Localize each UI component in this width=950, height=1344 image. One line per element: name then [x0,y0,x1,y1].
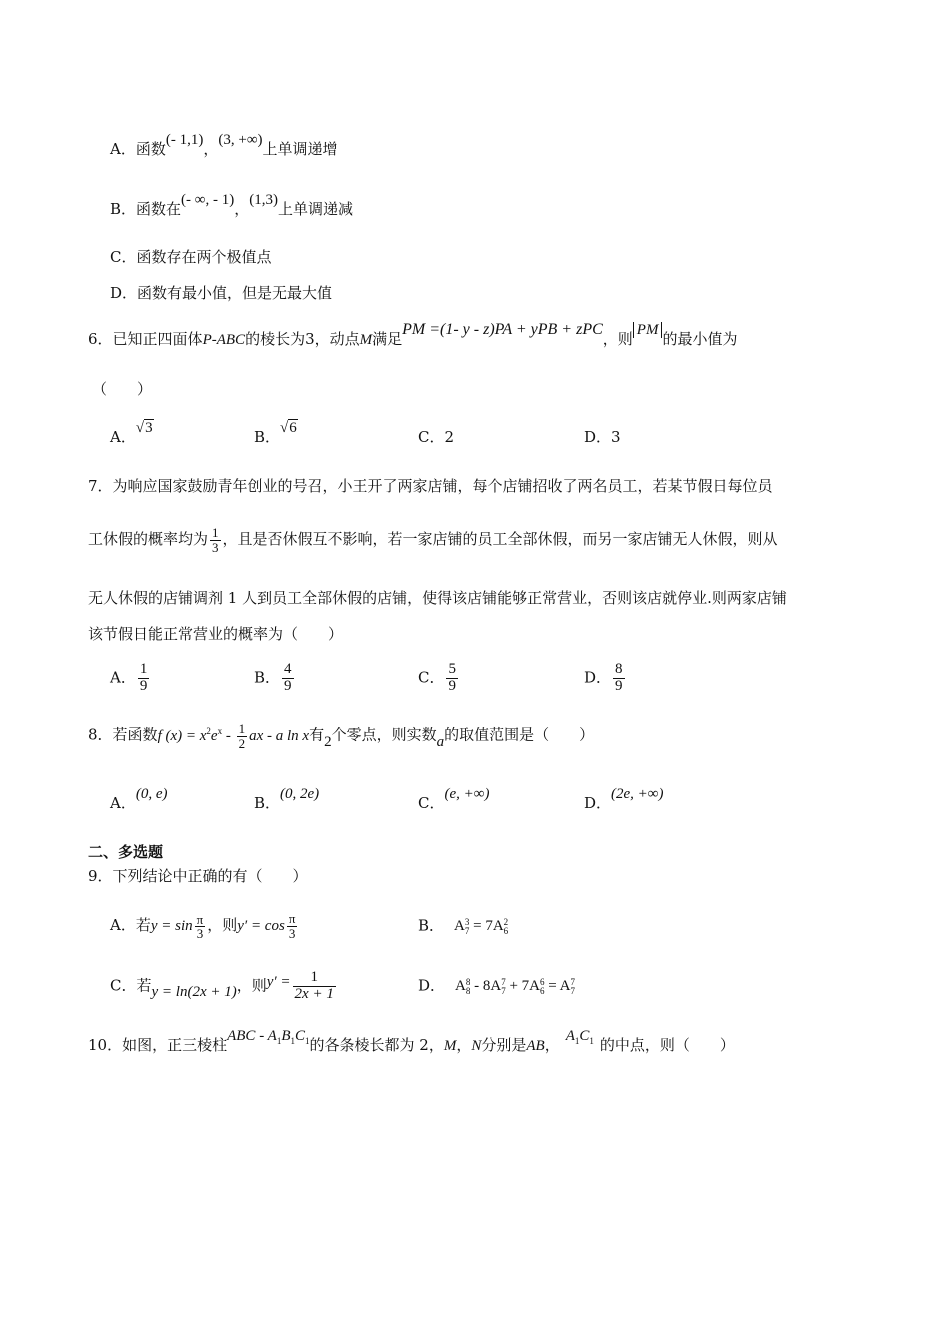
segment-part: C [579,1028,590,1044]
q9-option-d [418,978,575,996]
fraction-denominator: 9 [448,677,456,694]
option-fraction [282,662,294,695]
option-label: D． [418,976,446,995]
fraction-numerator: 1 [310,969,318,985]
option-label: C． [110,976,137,995]
exponent: 2 [206,725,211,736]
perm-rest: - 8A [470,978,502,995]
prism-part: B [281,1028,291,1044]
option-text: 若 [136,976,152,995]
option-text-post: 上单调递减 [278,200,354,218]
subscript: 1 [305,1036,310,1046]
q10-stem [88,1028,735,1056]
perm-sup: 3 [464,917,470,927]
sqrt-expression: √6 [280,420,297,436]
segment-part: A [565,1028,575,1044]
stem-text: 满足 [372,330,403,348]
vector-formula: PM =(1- y - z)PA + yPB + zPC [402,321,603,338]
q9-option-c [110,970,338,1003]
option-text: 函数有最小值，但是无最大值 [137,284,333,302]
expression: y′ = cos [237,918,285,935]
question-number: 9． [88,867,113,885]
fraction-numerator: 1 [139,661,148,677]
option-label: C． [418,794,445,812]
option-fraction [613,662,625,695]
expression: y′ = [266,974,291,991]
stem-text: 的中点，则（ ） [599,1036,735,1054]
perm-symbol: A [454,918,465,935]
pi-fraction [287,912,298,940]
fraction-denominator: 3 [195,926,206,941]
q8-stem [88,722,594,750]
q6-option-d [584,430,621,445]
prism-part: C [295,1028,306,1044]
perm-sub: 8 [465,986,471,996]
perm-sup: 7 [501,977,506,987]
solid-name: P-ABC [202,332,246,348]
option-value: (e, +∞) [444,786,490,802]
fraction-numerator: 4 [284,661,292,677]
separator: ， [544,1036,560,1054]
zero-count: 2 [324,733,332,750]
derivative-fraction [293,970,336,1003]
q6-stem [88,321,738,348]
fraction-numerator: 5 [448,661,456,677]
q5-option-d [110,286,332,301]
perm-rest: + 7A [505,978,540,995]
q7-option-d [584,662,627,695]
fraction-numerator: π [288,911,296,926]
derivative-expression [150,911,207,942]
q8-option-d [584,786,664,812]
probability-fraction [210,526,221,554]
stem-text: ，且是否休假互不影响，若一家店铺的员工全部休假，而另一家店铺无人休假，则从 [222,530,778,549]
q7-line-3: 无人休假的店铺调剂 1 人到员工全部休假的店铺，使得该店铺能够正常营业，否则该店就停业.则两家店铺 [88,589,787,607]
perm-indices [504,918,509,936]
option-text-post: 上单调递增 [262,140,338,158]
expression: y = ln(2x + 1) [151,984,237,1001]
subscript: 1 [574,1036,580,1046]
q7-option-a [110,662,151,695]
separator: ， [234,200,250,218]
stem-text: 工休假的概率均为 [88,530,209,549]
option-label: D． [110,284,138,302]
option-label: C． [418,668,445,687]
fraction-numerator: π [196,911,204,927]
expression: y = sin [150,918,193,935]
perm-indices [570,978,575,996]
perm-sup: 8 [465,977,471,987]
perm-rest: = 7A [469,918,504,935]
question-number: 6． [88,330,113,348]
pi-fraction [195,913,206,941]
option-value: 2 [444,428,455,446]
stem-text: 分别是 [481,1036,527,1054]
q7-line-2 [88,526,778,554]
fraction-denominator: 3 [212,539,219,555]
fraction-denominator: 2 [238,735,246,751]
stem-text: ，则 [602,330,633,348]
perm-sub: 7 [501,986,506,996]
option-label: D． [584,668,612,687]
option-value: (2e, +∞) [611,786,664,802]
q8-option-b [254,786,320,812]
stem-text: 的最小值为 [662,330,738,348]
function-rest: ax - a ln x [249,727,310,744]
interval-2: (3, +∞) [218,132,263,148]
operator: - [222,727,235,744]
permutation-expression [454,918,508,934]
permutation-expression [455,978,575,994]
function-expression [157,721,310,751]
option-label: B． [110,200,137,218]
separator: ， [203,140,219,158]
stem-text: 有 [309,725,325,744]
option-label: A． [110,794,136,812]
stem-text: 如图，正三棱柱 [122,1036,228,1054]
perm-sub: 6 [540,986,545,996]
exponent: x [217,725,223,736]
option-label: C． [418,428,445,446]
q7-line-4: 该节假日能正常营业的概率为（ ） [88,625,344,643]
euler-e: e [210,727,218,744]
fraction-denominator: 3 [287,926,298,941]
perm-sub: 6 [503,926,509,936]
option-value: (0, 2e) [280,786,320,802]
vector-magnitude: PM [633,322,663,338]
perm-sup: 7 [570,977,575,987]
option-text: 若 [135,916,151,935]
option-label: B． [418,916,445,935]
option-label: B． [254,668,281,687]
interval-1: (- 1,1) [165,132,204,148]
option-label: D． [584,428,612,446]
q8-option-c [418,786,490,812]
option-fraction [138,662,150,695]
q5-option-b [110,192,354,218]
fraction-numerator: 1 [212,525,219,540]
section-title: 二、多选题 [88,843,164,861]
subscript: 1 [276,1036,282,1046]
option-value: (0, e) [135,786,168,802]
stem-text: 下列结论中正确的有（ ） [112,867,308,885]
perm-sub: 7 [464,926,470,936]
q5-option-a [110,132,338,158]
q9-option-b [418,918,508,936]
point-n: N [471,1038,482,1054]
q9-option-a [110,912,299,941]
separator: ， [456,1036,472,1054]
q9-stem [88,869,308,884]
sqrt-expression: √3 [135,420,153,436]
point-m: M [443,1038,457,1054]
fraction-denominator: 9 [615,677,623,694]
option-label: A． [110,140,136,158]
fraction-numerator: 8 [615,661,623,677]
fraction-denominator: 2x + 1 [294,985,334,1002]
stem-text: 已知正四面体 [112,330,203,348]
option-text: ，则 [207,916,238,935]
perm-sup: 6 [540,977,545,987]
option-label: D． [584,794,612,812]
stem-text: 的棱长为3，动点 [245,330,360,348]
q7-option-b [254,662,296,695]
variable: a [436,733,445,750]
q7-option-c [418,662,460,695]
interval-2: (1,3) [249,192,278,208]
radicand: 6 [289,420,297,436]
function-lhs: f (x) = x [157,727,207,744]
subscript: 1 [290,1036,295,1046]
perm-sup: 2 [503,917,509,927]
option-label: C． [110,248,137,266]
q8-option-a [110,786,168,812]
half-fraction [237,722,248,750]
q7-line-1 [88,479,773,494]
option-text: 函数存在两个极值点 [136,248,272,266]
option-label: B． [254,428,281,446]
interval-1: (- ∞, - 1) [181,192,235,208]
fraction-denominator: 9 [139,677,148,694]
perm-sub: 7 [570,986,575,996]
q6-option-a [110,420,154,446]
stem-text: 若函数 [112,725,158,744]
question-number: 7． [88,477,113,495]
question-number: 8． [88,725,113,744]
q6-option-c [418,430,454,445]
radicand: 3 [145,420,153,436]
q5-option-c [110,250,272,265]
stem-text: 为响应国家鼓励青年创业的号召，小王开了两家店铺，每个店铺招收了两名员工，若某节假日每位员 [112,477,773,495]
stem-text: 个零点，则实数 [331,725,437,744]
option-text: ，则 [236,976,267,995]
point-name: M [359,332,373,348]
segment-a1c1 [566,1028,594,1044]
subscript: 1 [589,1036,594,1046]
q6-answer-paren: （ ） [92,380,153,398]
option-label: B． [254,794,281,812]
fraction-denominator: 9 [284,677,292,694]
option-text: 函数在 [136,200,182,218]
stem-text: 的取值范围是（ ） [444,725,595,744]
perm-symbol: A [455,978,466,995]
option-fraction [446,662,458,695]
perm-rest: = A [544,978,571,995]
option-label: A． [110,668,136,687]
fraction-numerator: 1 [238,721,246,736]
option-value: 3 [611,428,621,446]
option-label: A． [110,916,136,935]
option-label: A． [110,428,136,446]
q6-option-b [254,420,298,446]
segment-ab: AB [526,1038,545,1054]
prism-name [227,1028,309,1044]
prism-part: ABC - A [227,1028,277,1044]
stem-text: 的各条棱长都为 2， [309,1036,444,1054]
question-number: 10． [88,1036,123,1054]
option-text: 函数 [135,140,166,158]
